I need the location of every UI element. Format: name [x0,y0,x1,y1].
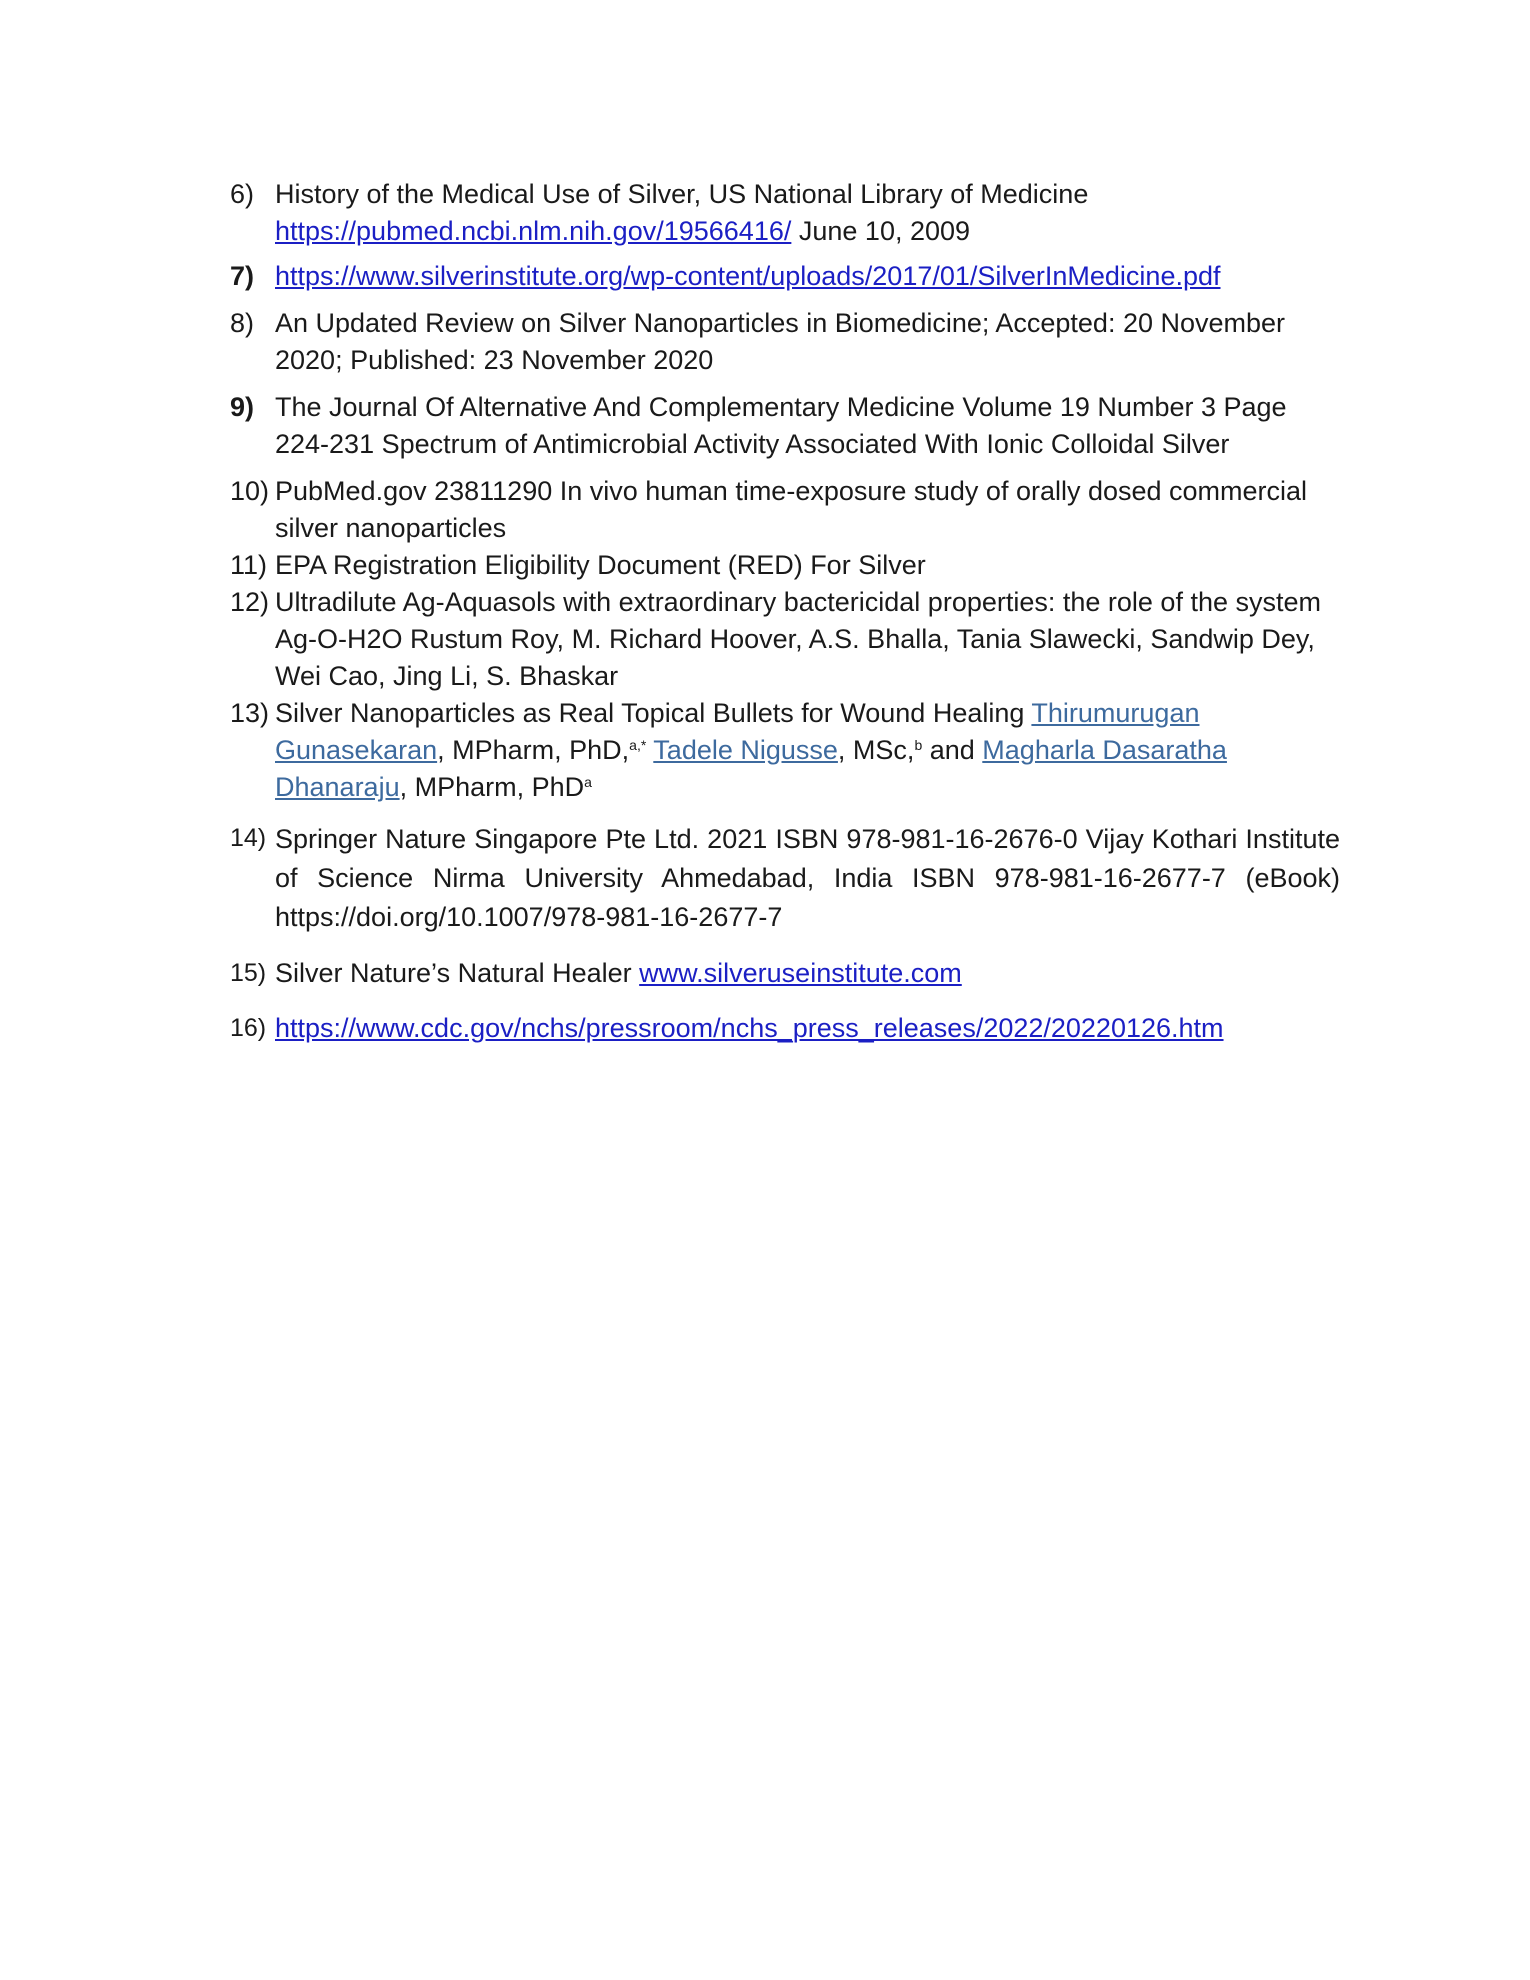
reference-number: 14) [230,824,267,852]
reference-number: 12) [230,587,270,617]
reference-body [275,695,1340,806]
reference-body [275,176,1340,250]
conjunction: and [922,735,983,765]
reference-body [275,955,1340,992]
reference-title: Silver Nanoparticles as Real Topical Bullets for Wound Healing [275,698,1025,728]
author-credentials: , MPharm, PhD [399,772,585,802]
reference-date: June 10, 2009 [798,216,971,246]
reference-13 [230,695,1340,806]
reference-number: 13) [230,698,270,728]
reference-link[interactable]: https://www.silverinstitute.org/wp-content/uploads/2017/01/SilverInMedicine.pdf [275,261,1221,291]
reference-number: 15) [230,959,267,987]
reference-number: 8) [230,308,255,338]
reference-number: 6) [230,179,255,209]
reference-number: 7) [230,261,255,291]
author-credentials: , MPharm, PhD, [437,735,630,765]
author-link[interactable]: Thirumurugan Gunasekaran [275,698,1200,765]
reference-text: PubMed.gov 23811290 In vivo human time-exposure study of orally dosed commercial silver nanoparticles [275,476,1308,543]
reference-text: Ultradilute Ag-Aquasols with extraordinary bactericidal properties: the role of the system Ag-O-H2O Rustum Roy, M. Richard Hoover, A.S. Bhalla, Tania Slawecki, Sandwip Dey, Wei Cao, Jing Li, S. Bhaskar [275,587,1321,691]
reference-text: EPA Registration Eligibility Document (RED) For Silver [275,550,926,580]
reference-number: 16) [230,1014,267,1042]
reference-12 [230,584,1340,695]
author-affiliation: b [914,737,923,753]
reference-8 [230,305,1340,379]
author-affiliation: a [584,774,592,790]
reference-text: Springer Nature Singapore Pte Ltd. 2021 ISBN 978-981-16-2676-0 Vijay Kothari Institute of Science Nirma University Ahmedabad, India ISBN 978-981-16-2677-7 (eBook) https://doi.org/10.1007/978-981-16-2677-7 [275,824,1340,932]
reference-title: History of the Medical Use of Silver, US National Library of Medicine [275,179,1089,209]
reference-list [230,176,1340,1047]
reference-16 [230,1010,1340,1047]
reference-text: The Journal Of Alternative And Complementary Medicine Volume 19 Number 3 Page 224-231 Spectrum of Antimicrobial Activity Associated With Ionic Colloidal Silver [275,392,1287,459]
reference-number: 11) [230,550,268,580]
reference-link[interactable]: https://pubmed.ncbi.nlm.nih.gov/19566416/ [275,216,792,246]
reference-number: 10) [230,476,270,506]
reference-11 [230,547,1340,584]
reference-link[interactable]: https://www.cdc.gov/nchs/pressroom/nchs_press_releases/2022/20220126.htm [275,1013,1224,1043]
reference-10 [230,473,1340,547]
author-credentials: , MSc, [837,735,915,765]
reference-body [275,258,1340,295]
author-affiliation: a,* [629,737,647,753]
reference-7 [230,258,1340,295]
reference-6 [230,176,1340,250]
reference-link[interactable]: www.silveruseinstitute.com [639,958,962,988]
reference-body [275,1010,1340,1047]
reference-15 [230,955,1340,992]
reference-text: An Updated Review on Silver Nanoparticles in Biomedicine; Accepted: 20 November 2020; Published: 23 November 2020 [275,308,1286,375]
author-link[interactable]: Magharla Dasaratha Dhanaraju [275,735,1227,802]
author-link[interactable]: Tadele Nigusse [653,735,838,765]
reference-9 [230,389,1340,463]
reference-14 [230,820,1340,937]
reference-number: 9) [230,392,255,422]
reference-title: Silver Nature’s Natural Healer [275,958,640,988]
